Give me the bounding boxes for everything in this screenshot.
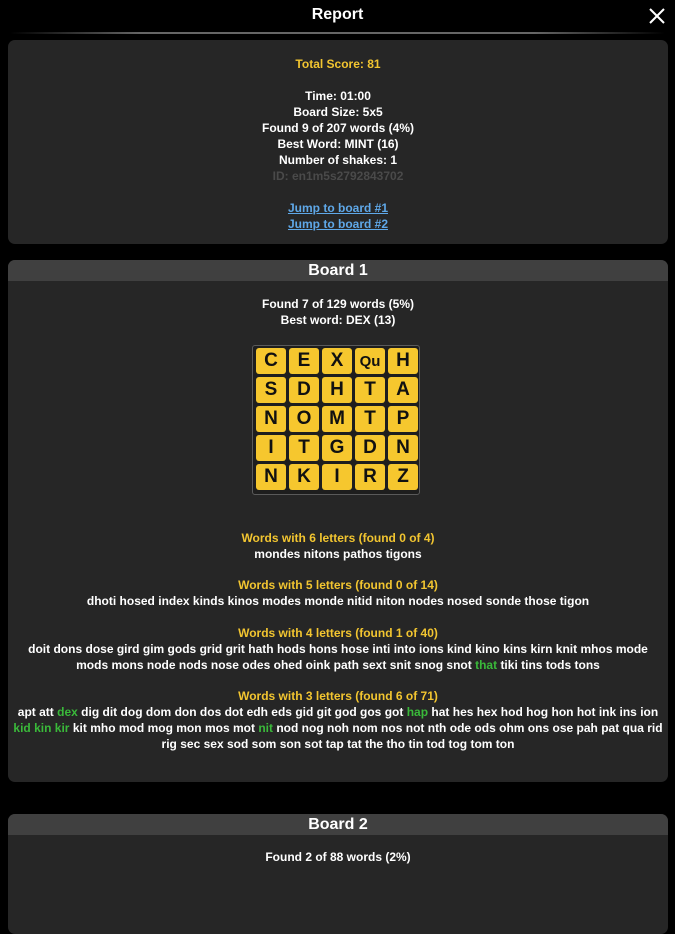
word: mhos <box>580 642 613 656</box>
word: pah <box>576 721 598 735</box>
word: ins <box>619 705 637 719</box>
found-word: dex <box>57 705 78 719</box>
word-list <box>8 641 668 673</box>
letter-tile[interactable]: T <box>355 406 385 432</box>
word: hods <box>276 642 306 656</box>
shake-count: Number of shakes: 1 <box>278 153 398 167</box>
word: hose <box>340 642 369 656</box>
letter-tile[interactable]: X <box>322 348 352 374</box>
word: tiki <box>500 658 518 672</box>
word: hath <box>248 642 274 656</box>
word: nom <box>352 721 378 735</box>
close-icon[interactable] <box>647 6 667 26</box>
word: hes <box>452 705 474 719</box>
word: god <box>334 705 357 719</box>
word: son <box>279 737 302 751</box>
word: nitons <box>303 547 340 561</box>
found-count: Found 9 of 207 words (4%) <box>261 121 414 135</box>
letter-tile[interactable]: D <box>289 377 319 403</box>
letter-tile[interactable]: K <box>289 464 319 490</box>
word: hog <box>526 705 549 719</box>
word: got <box>384 705 404 719</box>
letter-tile[interactable]: P <box>388 406 418 432</box>
word: tod <box>426 737 446 751</box>
word: modes <box>262 594 301 608</box>
best-word: Best Word: MINT (16) <box>277 137 399 151</box>
word: tons <box>574 658 600 672</box>
letter-tile[interactable]: N <box>256 464 286 490</box>
words-4-section <box>8 625 668 673</box>
word: nose <box>210 658 239 672</box>
word: att <box>39 705 54 719</box>
board-1-card <box>8 260 668 782</box>
word: gid <box>295 705 314 719</box>
word: mod <box>118 721 145 735</box>
found-word: kir <box>54 721 70 735</box>
found-word: hap <box>406 705 429 719</box>
word: tog <box>448 737 468 751</box>
word: kirn <box>530 642 553 656</box>
word: ods <box>474 721 496 735</box>
word: mons <box>111 658 144 672</box>
word: sonde <box>485 594 522 608</box>
word: path <box>333 658 359 672</box>
word: hosed <box>119 594 155 608</box>
word: mog <box>147 721 173 735</box>
word: index <box>158 594 190 608</box>
summary-card <box>8 40 668 244</box>
word: odes <box>242 658 271 672</box>
word: rid <box>647 721 663 735</box>
word: hod <box>500 705 523 719</box>
letter-tile[interactable]: H <box>322 377 352 403</box>
word: don <box>174 705 197 719</box>
section-heading: Words with 6 letters (found 0 of 4) <box>241 531 435 545</box>
letter-tile[interactable]: Z <box>388 464 418 490</box>
word: sext <box>362 658 387 672</box>
total-score: Total Score: 81 <box>295 57 381 71</box>
word: kinos <box>227 594 259 608</box>
word: mode <box>615 642 648 656</box>
board-1-stats <box>8 296 668 328</box>
word: gods <box>167 642 197 656</box>
word: the <box>365 737 384 751</box>
word: monde <box>304 594 344 608</box>
word: dig <box>81 705 100 719</box>
word: nog <box>301 721 324 735</box>
word: knit <box>555 642 578 656</box>
letter-tile[interactable]: N <box>256 406 286 432</box>
word: gird <box>116 642 140 656</box>
word: dog <box>120 705 143 719</box>
word: noh <box>327 721 350 735</box>
word: inti <box>372 642 391 656</box>
letter-tile[interactable]: T <box>289 435 319 461</box>
word: oink <box>305 658 331 672</box>
time-value: Time: 01:00 <box>305 89 371 103</box>
board-2-title: Board 2 <box>8 814 668 835</box>
word-list <box>8 593 668 609</box>
word: snit <box>389 658 412 672</box>
word: into <box>393 642 416 656</box>
word: hat <box>431 705 450 719</box>
word: kind <box>447 642 472 656</box>
word: grid <box>199 642 223 656</box>
words-3-section <box>8 688 668 752</box>
word: hon <box>551 705 574 719</box>
word: node <box>146 658 176 672</box>
word: kinds <box>192 594 225 608</box>
word: hons <box>308 642 338 656</box>
word: apt <box>17 705 36 719</box>
letter-tile[interactable]: I <box>256 435 286 461</box>
word: mot <box>232 721 255 735</box>
word: edh <box>246 705 268 719</box>
word: pat <box>601 721 620 735</box>
word: dot <box>224 705 244 719</box>
letter-tile[interactable]: I <box>322 464 352 490</box>
word: tigons <box>385 547 422 561</box>
word: nth <box>427 721 447 735</box>
word: ink <box>598 705 617 719</box>
word: nos <box>381 721 403 735</box>
board-1-best: Best word: DEX (13) <box>280 313 396 327</box>
letter-tile[interactable]: M <box>322 406 352 432</box>
letter-tile[interactable]: O <box>289 406 319 432</box>
letter-tile[interactable]: T <box>355 377 385 403</box>
jump-board-1-link[interactable]: Jump to board #1 <box>287 201 388 215</box>
word: nosed <box>447 594 483 608</box>
word: ions <box>419 642 444 656</box>
board-1-found: Found 7 of 129 words (5%) <box>261 297 414 311</box>
word: gim <box>142 642 165 656</box>
word: qua <box>622 721 644 735</box>
word: tat <box>347 737 362 751</box>
word: doit <box>28 642 51 656</box>
word: kins <box>503 642 528 656</box>
word: rig <box>161 737 177 751</box>
word: dos <box>199 705 222 719</box>
word: dons <box>53 642 83 656</box>
title-divider <box>10 32 665 34</box>
words-6-section <box>8 530 668 562</box>
word: hot <box>576 705 596 719</box>
word: tigon <box>559 594 590 608</box>
letter-tile[interactable]: G <box>322 435 352 461</box>
letter-tile[interactable]: C <box>256 348 286 374</box>
section-heading: Words with 3 letters (found 6 of 71) <box>238 689 438 703</box>
word: mondes <box>254 547 301 561</box>
letter-tile[interactable]: A <box>388 377 418 403</box>
letter-tile[interactable]: N <box>388 435 418 461</box>
found-word: kin <box>34 721 52 735</box>
found-word: kid <box>13 721 31 735</box>
word: sod <box>226 737 249 751</box>
word: kit <box>72 721 87 735</box>
letter-tile[interactable]: S <box>256 377 286 403</box>
word: niton <box>375 594 406 608</box>
board-1-title: Board 1 <box>8 260 668 281</box>
word: eds <box>271 705 292 719</box>
word: grit <box>225 642 245 656</box>
word: sec <box>180 737 201 751</box>
word-list <box>8 546 668 562</box>
word: ohm <box>499 721 525 735</box>
letter-tile[interactable]: Qu <box>355 348 385 374</box>
word: sot <box>304 737 323 751</box>
word: kino <box>475 642 500 656</box>
word: mods <box>76 658 109 672</box>
word: dom <box>145 705 172 719</box>
word: mho <box>90 721 116 735</box>
letter-tile[interactable]: R <box>355 464 385 490</box>
section-heading: Words with 5 letters (found 0 of 14) <box>238 578 438 592</box>
word-list <box>8 704 668 752</box>
word: ion <box>640 705 659 719</box>
word: snot <box>446 658 472 672</box>
word: tins <box>521 658 543 672</box>
word: sex <box>203 737 224 751</box>
word: ton <box>495 737 515 751</box>
word: mon <box>176 721 202 735</box>
word: gos <box>360 705 382 719</box>
word: snog <box>414 658 444 672</box>
word: mos <box>204 721 230 735</box>
game-id: ID: en1m5s2792843702 <box>272 169 404 183</box>
word: pathos <box>343 547 383 561</box>
found-word: that <box>475 658 498 672</box>
word: ose <box>552 721 574 735</box>
word: those <box>524 594 557 608</box>
word: tap <box>325 737 344 751</box>
words-5-section <box>8 577 668 609</box>
word: nods <box>178 658 208 672</box>
word: tods <box>545 658 572 672</box>
word: tin <box>408 737 424 751</box>
board-links <box>8 200 668 232</box>
summary-stats <box>8 88 668 184</box>
word: dhoti <box>86 594 117 608</box>
board-2-card <box>8 814 668 934</box>
word: hex <box>476 705 498 719</box>
word: dit <box>102 705 118 719</box>
word: ohed <box>273 658 303 672</box>
word: tho <box>386 737 406 751</box>
title-bar <box>0 0 675 32</box>
word: ode <box>449 721 472 735</box>
jump-board-2-link[interactable]: Jump to board #2 <box>287 217 388 231</box>
section-heading: Words with 4 letters (found 1 of 40) <box>238 626 438 640</box>
letter-grid <box>252 345 420 495</box>
word: nod <box>276 721 299 735</box>
board-2-found: Found 2 of 88 words (2%) <box>265 850 411 864</box>
letter-tile[interactable]: H <box>388 348 418 374</box>
word: dose <box>85 642 114 656</box>
word: tom <box>470 737 493 751</box>
letter-tile[interactable]: D <box>355 435 385 461</box>
word: som <box>251 737 277 751</box>
word: git <box>316 705 332 719</box>
word: not <box>405 721 425 735</box>
letter-tile[interactable]: E <box>289 348 319 374</box>
report-title: Report <box>311 6 364 23</box>
board-size: Board Size: 5x5 <box>293 105 383 119</box>
word: nitid <box>347 594 373 608</box>
found-word: nit <box>258 721 273 735</box>
word: nodes <box>408 594 444 608</box>
word: ons <box>527 721 550 735</box>
